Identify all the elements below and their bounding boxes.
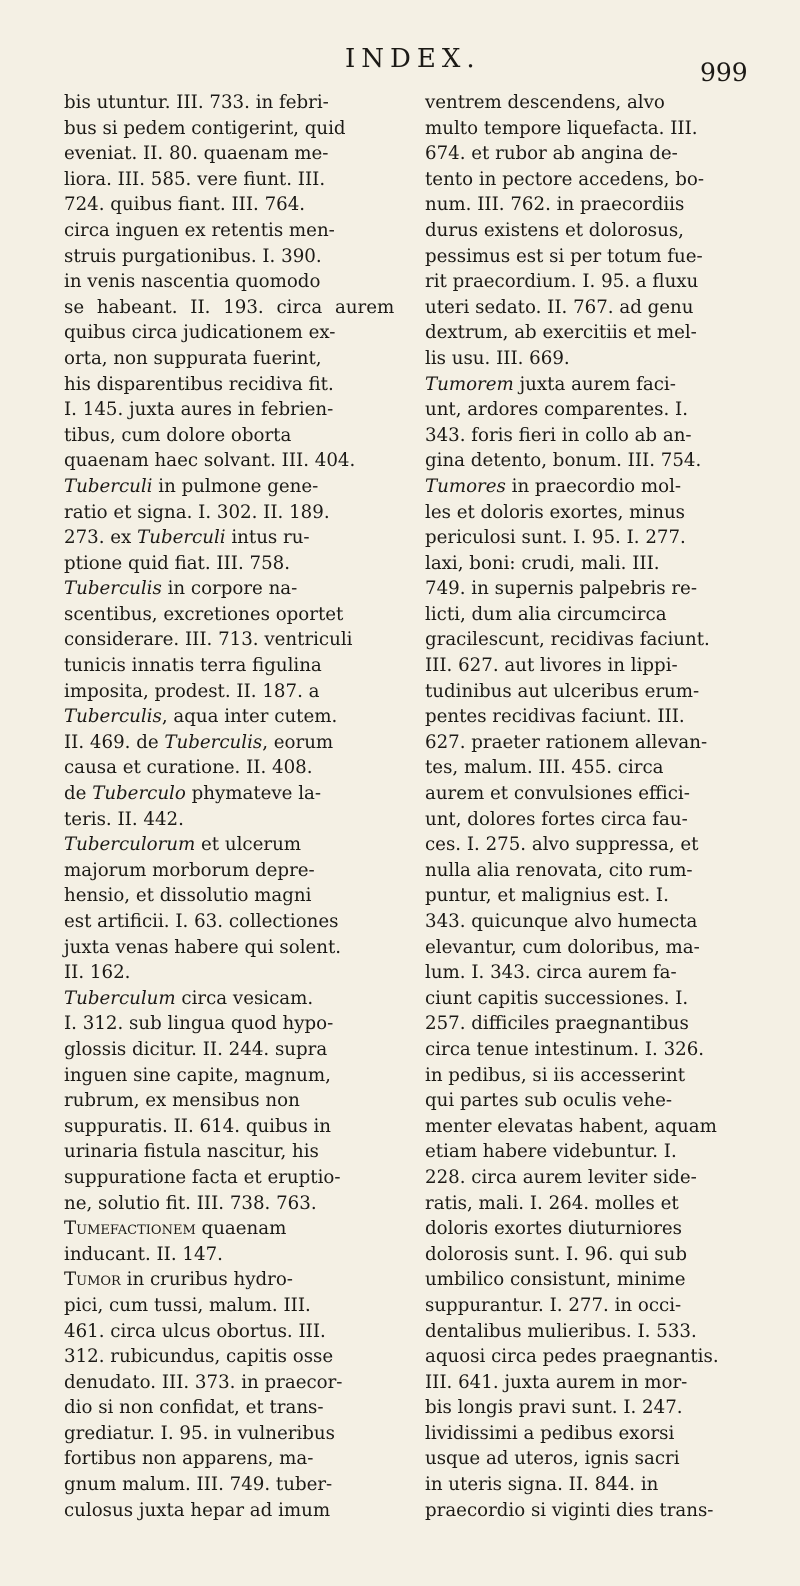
index-line: ces. I. 275. alvo suppressa, et bbox=[425, 834, 699, 856]
index-line: aquosi circa pedes praegnantis. bbox=[425, 1346, 719, 1368]
index-line: laxi, boni: crudi, mali. III. bbox=[425, 552, 660, 574]
index-line: quaenam haec solvant. III. 404. bbox=[64, 450, 356, 472]
index-line: dolorosis sunt. I. 96. qui sub bbox=[425, 1243, 687, 1265]
index-line: periculosi sunt. I. 95. I. 277. bbox=[425, 527, 686, 549]
index-line: liora. III. 585. vere fiunt. III. bbox=[64, 168, 326, 190]
index-line: unt, dolores fortes circa fau- bbox=[425, 808, 688, 830]
left-column bbox=[64, 90, 394, 1523]
index-line: struis purgationibus. I. 390. bbox=[64, 245, 322, 267]
index-line: 724. quibus fiant. III. 764. bbox=[64, 194, 306, 216]
index-line: gnum malum. III. 749. tuber- bbox=[64, 1474, 333, 1496]
index-line: I. 145. juxta aures in febrien- bbox=[64, 399, 334, 421]
index-line: causa et curatione. II. 408. bbox=[64, 757, 313, 779]
index-line: Tuberculi in pulmone gene- bbox=[64, 475, 319, 497]
index-line: menter elevatas habent, aquam bbox=[425, 1115, 717, 1137]
index-line: praecordio si viginti dies trans- bbox=[425, 1499, 714, 1521]
index-line: ventrem descendens, alvo bbox=[425, 92, 665, 113]
index-line: circa tenue intestinum. I. 326. bbox=[425, 1038, 705, 1060]
index-line: multo tempore liquefacta. III. bbox=[425, 117, 698, 139]
index-line: aurem et convulsiones effici- bbox=[425, 783, 690, 805]
index-line: puntur, et malignius est. I. bbox=[425, 885, 669, 907]
index-line: eveniat. II. 80. quaenam me- bbox=[64, 143, 329, 165]
index-line: II. 469. de Tuberculis, eorum bbox=[64, 731, 334, 753]
index-line: 343. foris fieri in collo ab an- bbox=[425, 424, 692, 446]
index-line: suppuratione facta et eruptio- bbox=[64, 1166, 341, 1188]
index-line: Tumorem juxta aurem faci- bbox=[425, 373, 676, 395]
index-line: 228. circa aurem leviter side- bbox=[425, 1166, 697, 1188]
index-line: inguen sine capite, magnum, bbox=[64, 1064, 331, 1086]
running-head: INDEX. bbox=[345, 44, 481, 74]
index-line: in venis nascentia quomodo bbox=[64, 271, 321, 293]
index-line: suppurantur. I. 277. in occi- bbox=[425, 1294, 682, 1316]
index-line: pessimus est si per totum fue- bbox=[425, 245, 703, 267]
index-line: nulla alia renovata, cito rum- bbox=[425, 859, 693, 881]
index-line: circa inguen ex retentis men- bbox=[64, 219, 335, 241]
index-line: Tuberculorum et ulcerum bbox=[64, 834, 302, 856]
index-line: qui partes sub oculis vehe- bbox=[425, 1090, 673, 1112]
index-line: umbilico consistunt, minime bbox=[425, 1269, 686, 1291]
index-line: bis longis pravi sunt. I. 247. bbox=[425, 1397, 683, 1419]
index-line: hensio, et dissolutio magni bbox=[64, 885, 312, 907]
index-line: juxta venas habere qui solent. bbox=[64, 936, 342, 958]
index-line: imposita, prodest. II. 187. a bbox=[64, 680, 320, 702]
index-line: lis usu. III. 669. bbox=[425, 347, 570, 369]
index-line: in pedibus, si iis accesserint bbox=[425, 1064, 686, 1086]
index-line: Tuberculis, aqua inter cutem. bbox=[64, 706, 338, 728]
index-line: grediatur. I. 95. in vulneribus bbox=[64, 1422, 335, 1444]
index-line: III. 641. juxta aurem in mor- bbox=[425, 1371, 688, 1393]
index-line: majorum morborum depre- bbox=[64, 859, 315, 881]
index-line: considerare. III. 713. ventriculi bbox=[64, 629, 353, 651]
index-line: tunicis innatis terra figulina bbox=[64, 655, 322, 677]
index-line: unt, ardores comparentes. I. bbox=[425, 399, 688, 421]
index-line: uteri sedato. II. 767. ad genu bbox=[425, 296, 694, 318]
index-line: II. 162. bbox=[64, 962, 131, 984]
index-line: 674. et rubor ab angina de- bbox=[425, 143, 678, 165]
index-line: rit praecordium. I. 95. a fluxu bbox=[425, 271, 699, 293]
index-line: usque ad uteros, ignis sacri bbox=[425, 1448, 680, 1470]
index-line: denudato. III. 373. in praecor- bbox=[64, 1371, 343, 1393]
index-line: Tuberculis in corpore na- bbox=[64, 578, 298, 600]
index-line: I. 312. sub lingua quod hypo- bbox=[64, 1013, 334, 1035]
index-line: scentibus, excretiones oportet bbox=[64, 603, 344, 625]
index-line: Tumores in praecordio mol- bbox=[425, 475, 682, 497]
page-number: 999 bbox=[700, 58, 748, 87]
index-line: dentalibus mulieribus. I. 533. bbox=[425, 1320, 697, 1342]
index-line: durus existens et dolorosus, bbox=[425, 219, 684, 241]
index-line: ratio et signa. I. 302. II. 189. bbox=[64, 501, 330, 523]
index-line: 749. in supernis palpebris re- bbox=[425, 578, 697, 600]
index-line: suppuratis. II. 614. quibus in bbox=[64, 1115, 331, 1137]
index-line: Tumor in cruribus hydro- bbox=[64, 1269, 293, 1291]
index-line: culosus juxta hepar ad imum bbox=[64, 1499, 331, 1521]
index-line: 343. quicunque alvo humecta bbox=[425, 911, 698, 932]
index-line: lum. I. 343. circa aurem fa- bbox=[425, 962, 677, 984]
index-line: gracilescunt, recidivas faciunt. bbox=[425, 629, 710, 651]
index-line: ptione quid fiat. III. 758. bbox=[64, 552, 291, 574]
index-line: pici, cum tussi, malum. III. bbox=[64, 1294, 311, 1316]
index-line: tes, malum. III. 455. circa bbox=[425, 757, 664, 779]
index-line: dio si non confidat, et trans- bbox=[64, 1397, 324, 1419]
index-line: bus si pedem contigerint, quid bbox=[64, 117, 346, 139]
index-line: glossis dicitur. II. 244. supra bbox=[64, 1038, 328, 1060]
index-line: de Tuberculo phymateve la- bbox=[64, 783, 322, 805]
index-line: se habeant. II. 193. circa aurem bbox=[64, 296, 395, 318]
right-column bbox=[425, 90, 755, 1523]
index-line: quibus circa judicationem ex- bbox=[64, 322, 336, 344]
index-line: tento in pectore accedens, bo- bbox=[425, 168, 704, 190]
index-line: tibus, cum dolore oborta bbox=[64, 424, 292, 446]
index-line: Tuberculum circa vesicam. bbox=[64, 987, 314, 1009]
index-line: etiam habere videbuntur. I. bbox=[425, 1141, 677, 1163]
index-line: rubrum, ex mensibus non bbox=[64, 1090, 300, 1112]
index-line: pentes recidivas faciunt. III. bbox=[425, 706, 685, 728]
index-line: licti, dum alia circumcirca bbox=[425, 603, 667, 625]
index-line: 273. ex Tuberculi intus ru- bbox=[64, 527, 310, 549]
index-line: gina detento, bonum. III. 754. bbox=[425, 450, 702, 472]
index-line: his disparentibus recidiva fit. bbox=[64, 373, 334, 395]
index-line: les et doloris exortes, minus bbox=[425, 501, 685, 523]
index-line: 627. praeter rationem allevan- bbox=[425, 731, 708, 753]
index-line: elevantur, cum doloribus, ma- bbox=[425, 936, 700, 958]
index-line: ciunt capitis successiones. I. bbox=[425, 987, 689, 1009]
index-line: num. III. 762. in praecordiis bbox=[425, 194, 685, 216]
index-line: doloris exortes diuturniores bbox=[425, 1218, 682, 1240]
index-line: fortibus non apparens, ma- bbox=[64, 1448, 314, 1470]
index-line: teris. II. 442. bbox=[64, 808, 184, 830]
index-line: 461. circa ulcus obortus. III. bbox=[64, 1320, 326, 1342]
index-line: ratis, mali. I. 264. molles et bbox=[425, 1192, 679, 1214]
index-line: Tumefactionem quaenam bbox=[64, 1218, 287, 1240]
index-line: lividissimi a pedibus exorsi bbox=[425, 1422, 675, 1444]
index-line: urinaria fistula nascitur, his bbox=[64, 1141, 319, 1163]
index-line: est artificii. I. 63. collectiones bbox=[64, 911, 339, 932]
index-line: in uteris signa. II. 844. in bbox=[425, 1474, 659, 1496]
index-line: 257. difficiles praegnantibus bbox=[425, 1013, 689, 1035]
index-line: 312. rubicundus, capitis osse bbox=[64, 1346, 334, 1368]
index-line: III. 627. aut livores in lippi- bbox=[425, 655, 678, 677]
index-line: ne, solutio fit. III. 738. 763. bbox=[64, 1192, 317, 1214]
index-line: tudinibus aut ulceribus erum- bbox=[425, 680, 700, 702]
index-line: dextrum, ab exercitiis et mel- bbox=[425, 322, 697, 344]
index-line: inducant. II. 147. bbox=[64, 1243, 223, 1265]
index-line: bis utuntur. III. 733. in febri- bbox=[64, 92, 329, 113]
index-line: orta, non suppurata fuerint, bbox=[64, 347, 322, 369]
